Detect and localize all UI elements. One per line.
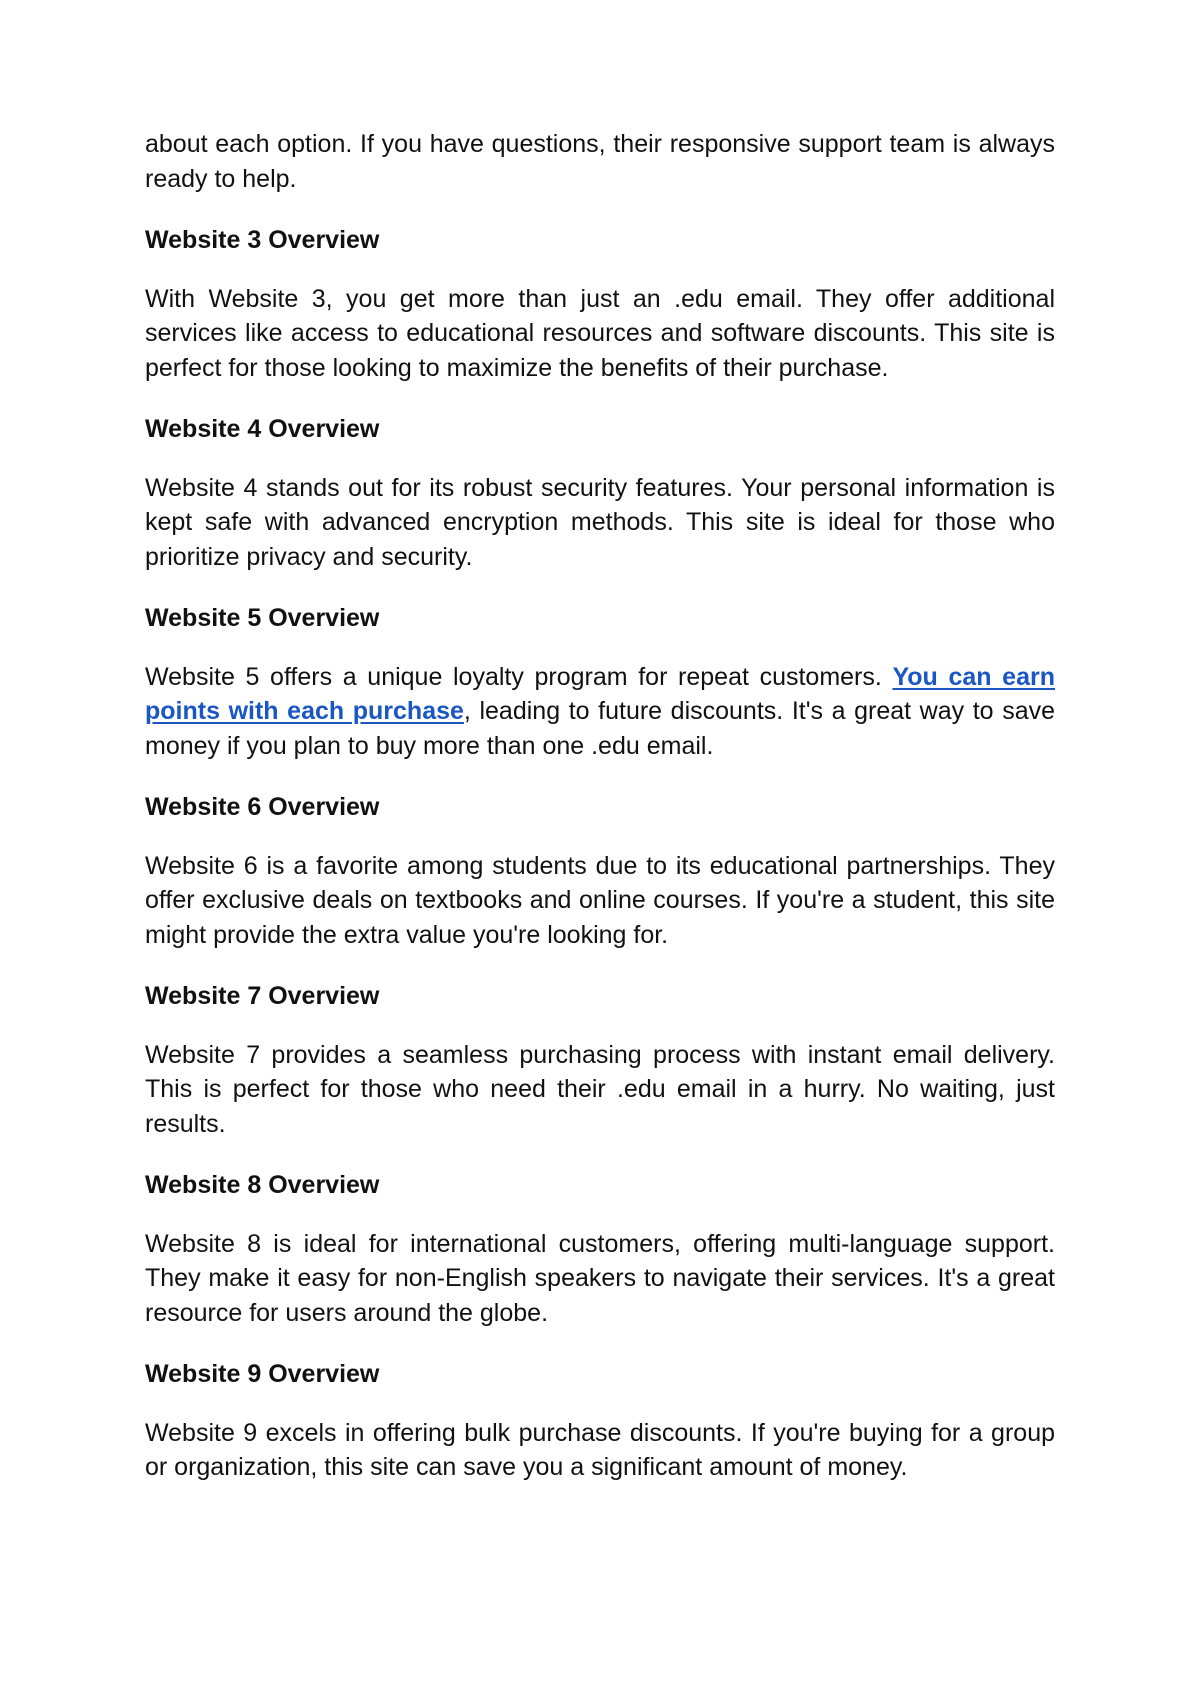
section-text-website-5-before: Website 5 offers a unique loyalty program for repeat customers. [145, 662, 893, 691]
section-heading-website-9: Website 9 Overview [145, 1360, 380, 1388]
section-text-website-5-after: , leading to future discounts. It's a great way to save money if you plan to buy more than one .edu email. [145, 697, 1055, 760]
section-heading-website-5: Website 5 Overview [145, 604, 380, 632]
earn-points-link[interactable]: You can earn points with each purchase [145, 662, 1055, 725]
section-heading-website-7: Website 7 Overview [145, 982, 380, 1010]
document-page [145, 127, 1055, 1485]
section-text-website-9: Website 9 excels in offering bulk purchase discounts. If you're buying for a group or organization, this site can save you a significant amount of money. [145, 1418, 1055, 1481]
section-heading-website-4: Website 4 Overview [145, 415, 380, 443]
section-heading-website-6: Website 6 Overview [145, 793, 380, 821]
section-text-website-8: Website 8 is ideal for international customers, offering multi-language support. They make it easy for non-English speakers to navigate their services. It's a great resource for users around the globe. [145, 1229, 1055, 1327]
intro-paragraph: about each option. If you have questions, their responsive support team is always ready to help. [145, 130, 1055, 193]
section-heading-website-3: Website 3 Overview [145, 226, 380, 254]
section-text-website-4: Website 4 stands out for its robust security features. Your personal information is kept safe with advanced encryption methods. This site is ideal for those who prioritize privacy and security. [145, 473, 1055, 571]
section-text-website-6: Website 6 is a favorite among students due to its educational partnerships. They offer exclusive deals on textbooks and online courses. If you're a student, this site might provide the extra value you're looking for. [145, 851, 1055, 949]
section-text-website-7: Website 7 provides a seamless purchasing process with instant email delivery. This is perfect for those who need their .edu email in a hurry. No waiting, just results. [145, 1040, 1055, 1138]
section-heading-website-8: Website 8 Overview [145, 1171, 380, 1199]
section-text-website-3: With Website 3, you get more than just an .edu email. They offer additional services like access to educational resources and software discounts. This site is perfect for those looking to maximize the benefits of their purchase. [145, 284, 1055, 382]
section-text-website-5 [145, 660, 1055, 764]
